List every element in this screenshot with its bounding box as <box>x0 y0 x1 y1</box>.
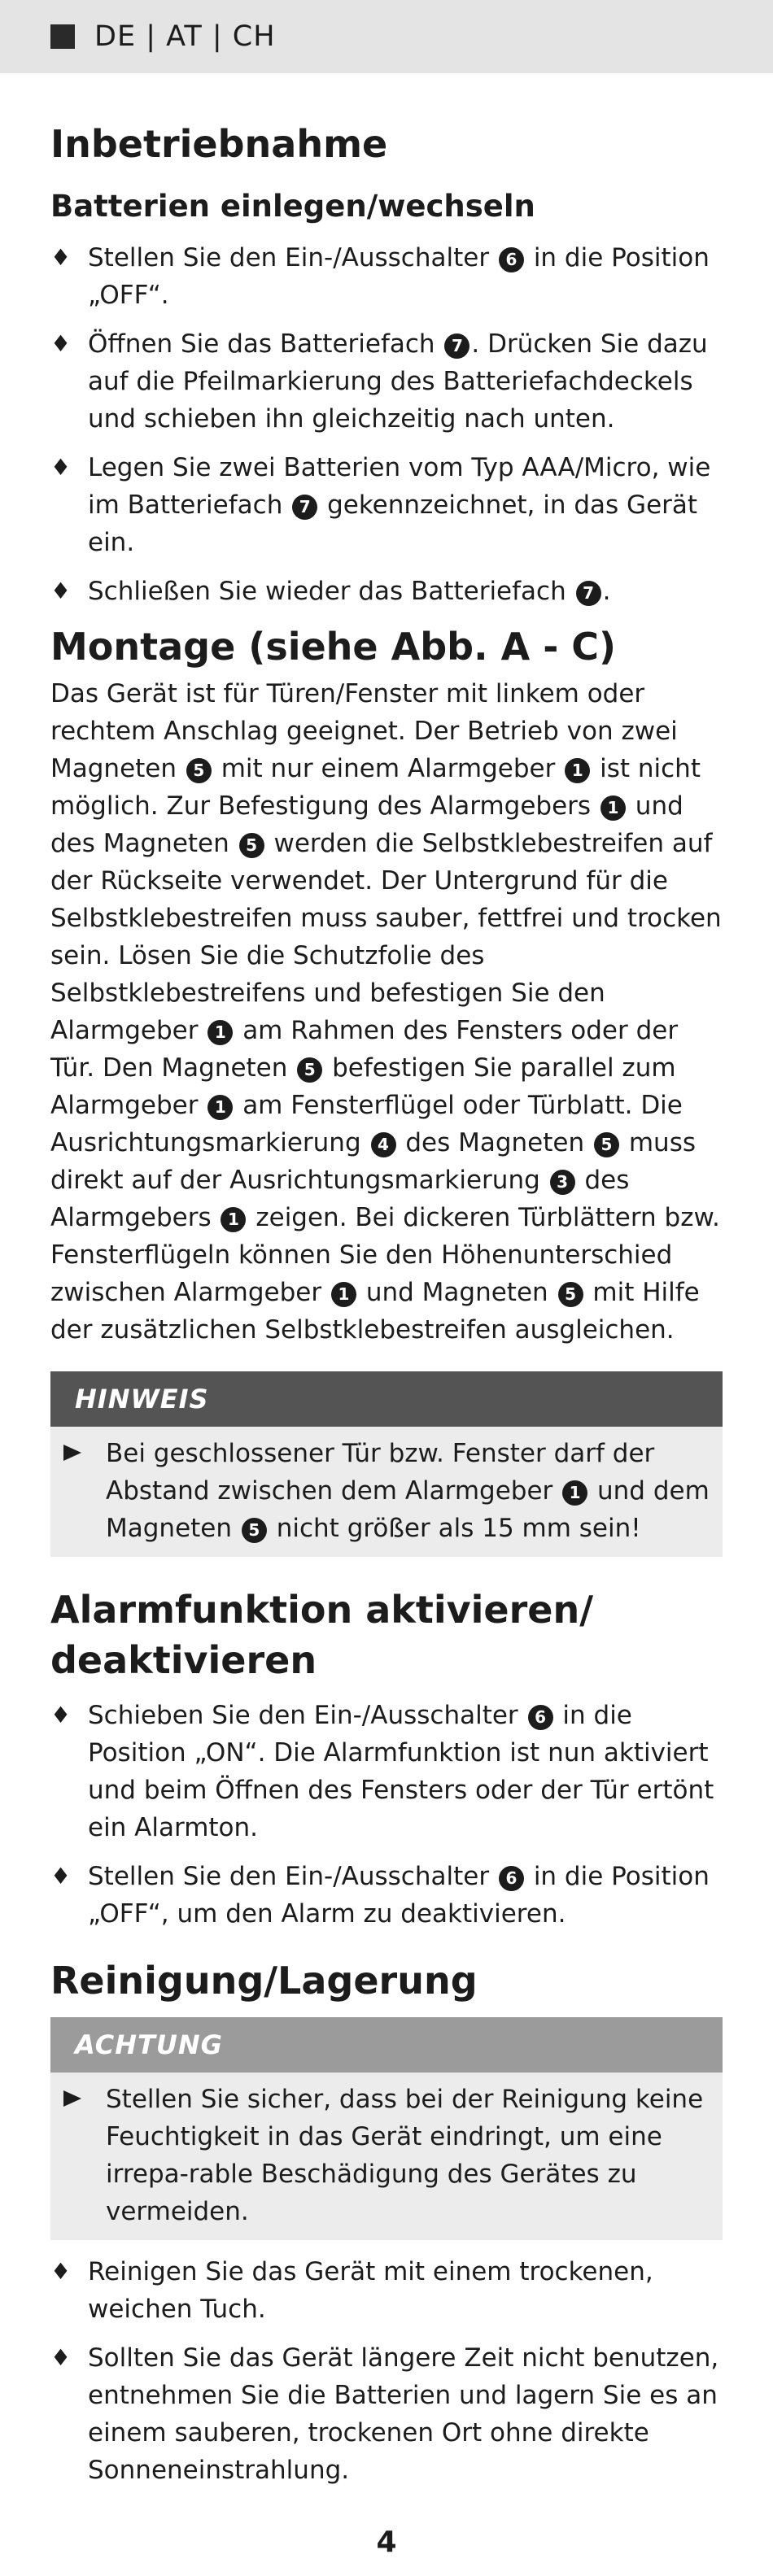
number-badge: 1 <box>221 1207 246 1232</box>
arrow-icon <box>63 1445 81 1461</box>
number-badge: 1 <box>207 1095 233 1120</box>
montage-paragraph: Das Gerät ist für Türen/Fenster mit linkem oder rechtem Anschlag geeignet. Der Betrieb von zwei Magneten 5 mit nur einem Alarmgeber 1 ist nicht möglich. Zur Befestigung des Alarmgebers 1 und des Magneten 5 werden die Selbstklebestreifen auf der Rückseite verwendet. Der Untergrund für die Selbstklebestreifen muss sauber, fettfrei und trocken sein. Lösen Sie die Schutzfolie des Selbstklebestreifens und befestigen Sie den Alarmgeber 1 am Rahmen des Fensters oder der Tür. Den Magneten 5 befestigen Sie parallel zum Alarmgeber 1 am Fensterflügel oder Türblatt. Die Ausrichtungsmarkierung 4 des Magneten 5 muss direkt auf der Ausrichtungsmarkierung 3 des Alarmgebers 1 zeigen. Bei dickeren Türblättern bzw. Fensterflügeln können Sie den Höhenunterschied zwischen Alarmgeber 1 und Magneten 5 mit Hilfe der zusätzlichen Selbstklebestreifen ausgleichen. <box>50 679 722 1345</box>
number-badge: 5 <box>594 1132 619 1157</box>
list-item: ♦ Stellen Sie den Ein-/Ausschalter 6 in die Position „OFF“. <box>50 239 723 314</box>
number-badge: 1 <box>565 758 590 783</box>
arrow-icon <box>63 2090 81 2107</box>
warning-body: Stellen Sie sicher, dass bei der Reinigung keine Feuchtigkeit in das Gerät eindringt, um eine irrepa-rable Beschädigung des Gerätes zu vermeiden. <box>50 2073 723 2240</box>
number-badge: 3 <box>550 1170 575 1195</box>
number-badge: 5 <box>297 1057 322 1083</box>
square-icon <box>50 24 75 49</box>
number-badge: 6 <box>499 247 524 272</box>
number-badge: 7 <box>292 495 317 520</box>
section-title-montage: Montage (siehe Abb. A - C) <box>50 625 617 669</box>
number-badge: 7 <box>444 333 469 359</box>
number-badge: 1 <box>207 1020 233 1045</box>
number-badge: 5 <box>186 758 212 783</box>
warning-box <box>50 2017 723 2240</box>
section-title-reinigung: Reinigung/Lagerung <box>50 1959 478 2003</box>
number-badge: 5 <box>239 833 264 858</box>
cleaning-instructions-list <box>50 2253 723 2489</box>
number-badge: 1 <box>331 1282 356 1307</box>
subsection-title-batterien: Batterien einlegen/wechseln <box>50 189 535 224</box>
note-header: HINWEIS <box>50 1371 723 1427</box>
number-badge: 7 <box>576 581 601 606</box>
section-title-alarmfunktion: Alarmfunktion aktivieren/ deaktivieren <box>50 1588 594 1682</box>
list-item: ♦ Sollten Sie das Gerät längere Zeit nicht benutzen, entnehmen Sie die Batterien und lagern Sie es an einem sauberen, trockenen Ort ohne direkte Sonneneinstrahlung. <box>50 2339 723 2489</box>
page-number: 4 <box>376 2526 397 2559</box>
number-badge: 1 <box>562 1480 587 1506</box>
note-body: Bei geschlossener Tür bzw. Fenster darf der Abstand zwischen dem Alarmgeber 1 und dem Magneten 5 nicht größer als 15 mm sein! <box>50 1427 723 1557</box>
page-content <box>50 73 723 2500</box>
list-item: ♦ Schließen Sie wieder das Batteriefach 7 . <box>50 573 723 610</box>
language-label: DE | AT | CH <box>94 20 276 53</box>
list-item: ♦ Stellen Sie den Ein-/Ausschalter 6 in die Position „OFF“, um den Alarm zu deaktivieren. <box>50 1858 723 1933</box>
section-title-inbetriebnahme: Inbetriebnahme <box>50 122 388 166</box>
list-item: ♦ Legen Sie zwei Batterien vom Typ AAA/Micro, wie im Batteriefach 7 gekennzeichnet, in das Gerät ein. <box>50 449 723 561</box>
number-badge: 6 <box>499 1866 524 1891</box>
note-box <box>50 1371 723 1557</box>
list-item: ♦ Öffnen Sie das Batteriefach 7 . Drücken Sie dazu auf die Pfeilmarkierung des Batteriefachdeckels und schieben ihn gleichzeitig nach unten. <box>50 325 723 438</box>
warning-header: ACHTUNG <box>50 2017 723 2073</box>
alarm-instructions-list <box>50 1697 723 1933</box>
language-header <box>0 0 773 73</box>
number-badge: 5 <box>558 1282 583 1307</box>
battery-instructions-list <box>50 239 723 610</box>
number-badge: 6 <box>528 1705 553 1730</box>
list-item: ♦ Reinigen Sie das Gerät mit einem trockenen, weichen Tuch. <box>50 2253 723 2328</box>
number-badge: 5 <box>242 1518 267 1543</box>
number-badge: 4 <box>371 1132 396 1157</box>
number-badge: 1 <box>600 795 626 821</box>
list-item: ♦ Schieben Sie den Ein-/Ausschalter 6 in die Position „ON“. Die Alarmfunktion ist nun aktiviert und beim Öffnen des Fensters oder der Tür ertönt ein Alarmton. <box>50 1697 723 1846</box>
